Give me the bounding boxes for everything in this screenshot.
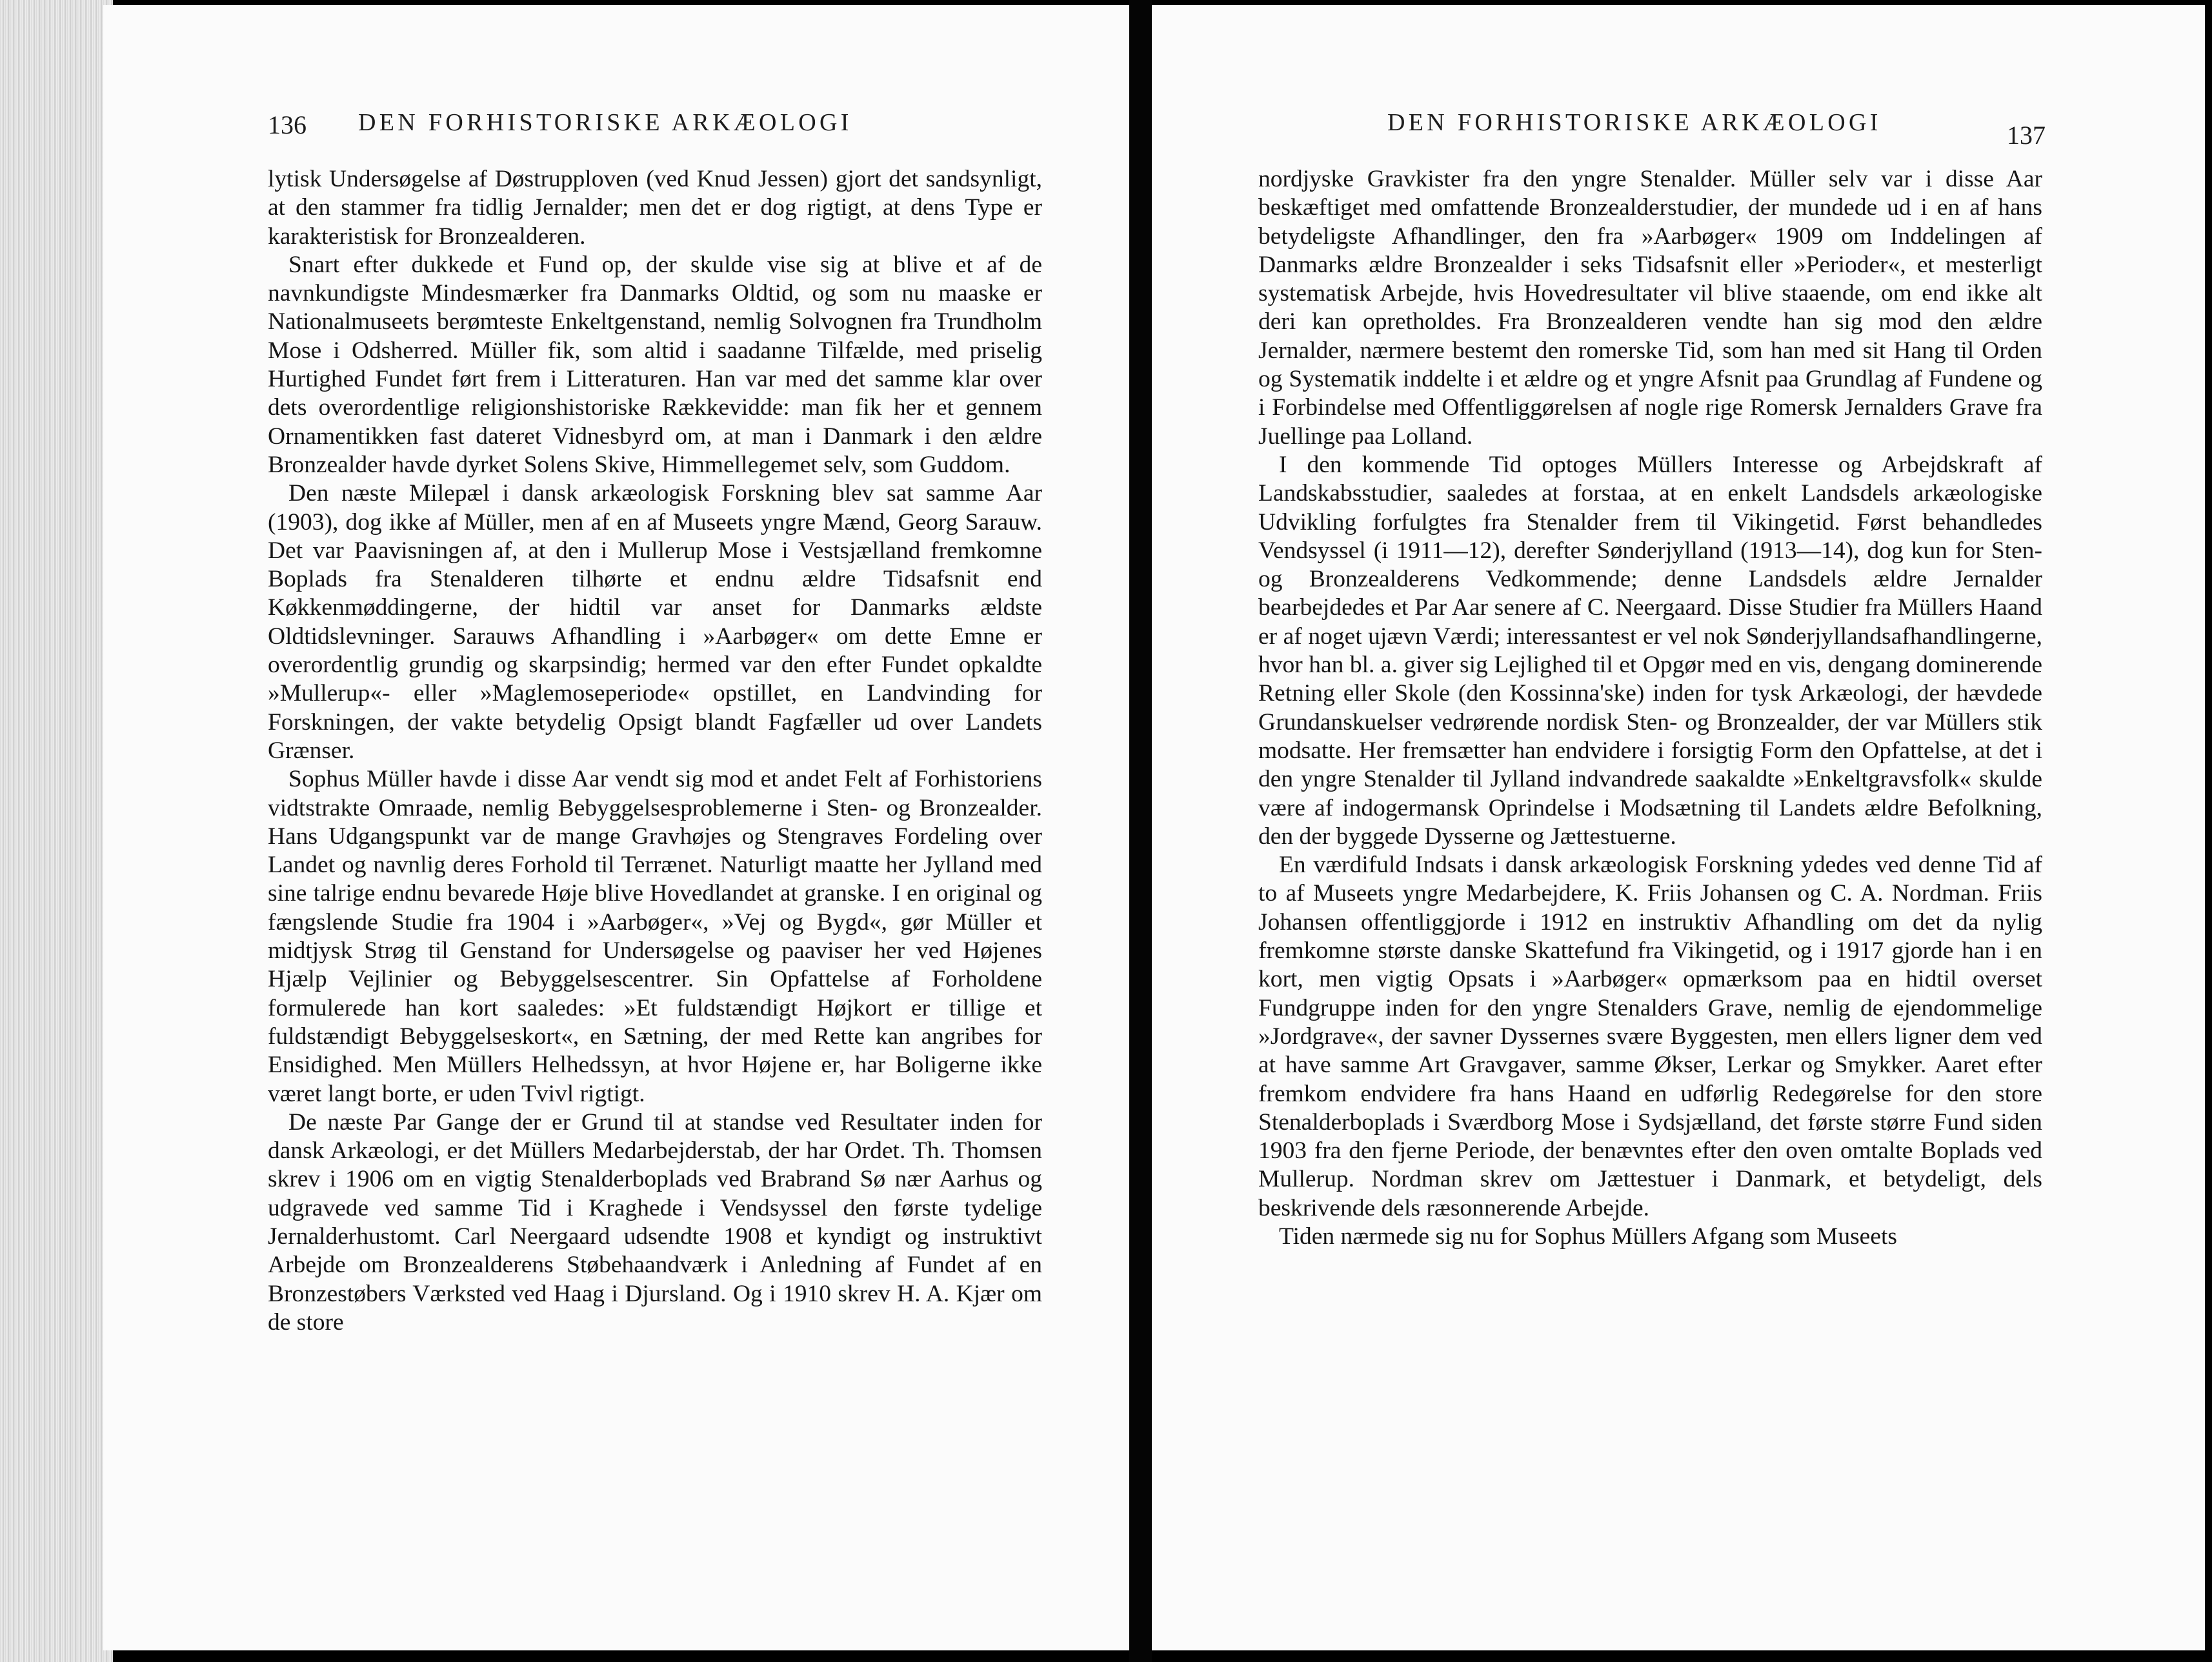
book-page-edges <box>0 0 113 1662</box>
page-number-left: 136 <box>268 110 307 139</box>
left-page <box>103 5 1129 1650</box>
paragraph: De næste Par Gange der er Grund til at standse ved Resultater inden for dansk Arkæologi, er det Müllers Medarbejderstab, der har Ordet. Th. Thomsen skrev i 1906 om en vigtig Stenalderboplads ved Brabrand Sø nær Aarhus og udgravede ved samme Tid i Kraghede i Vendsyssel den første tydelige Jernalderhustomt. Carl Neergaard udsendte 1908 et kyndigt og instruktivt Arbejde om Bronzealderens Støbehaandværk i Anledning af Fundet af en Bronzestøbers Værksted ved Haag i Djursland. Og i 1910 skrev H. A. Kjær om de store <box>268 1108 1042 1336</box>
running-head-right: DEN FORHISTORISKE ARKÆOLOGI <box>1387 109 1882 136</box>
paragraph: nordjyske Gravkister fra den yngre Stenalder. Müller selv var i disse Aar beskæftiget med omfattende Bronzealderstudier, der mundede ud i en af hans betydeligste Afhandlinger, den fra »Aarbøger« 1909 om Inddelingen af Danmarks ældre Bronzealder i seks Tidsafsnit eller »Perioder«, et mesterligt systematisk Arbejde, hvis Hovedresultater vil blive staaende, om end ikke alt deri kan opretholdes. Fra Bronzealderen vendte han sig mod den ældre Jernalder, nærmere bestemt den romerske Tid, som han med sit Hang til Orden og Systematik inddelte i et ældre og et yngre Afsnit paa Grundlag af Fundene og i Forbindelse med Offentliggørelsen af nogle rige Romersk Jernalders Grave fra Juellinge paa Lolland. <box>1258 166 2042 450</box>
right-text-block <box>1258 165 2042 1251</box>
paragraph: Sophus Müller havde i disse Aar vendt sig mod et andet Felt af Forhistoriens vidtstrakte Omraade, nemlig Bebyggelsesproblemerne i Sten- og Bronzealder. Hans Udgangspunkt var de mange Gravhøjes og Stengraves Fordeling over Landet og navnlig deres Forhold til Terrænet. Naturligt maatte her Jylland med sine talrige endnu bevarede Høje blive Hovedlandet at granske. I en original og fængslende Studie fra 1904 i »Aarbøger«, »Vej og Bygd«, gør Müller et midtjysk Strøg til Genstand for Undersøgelse og paaviser her ved Højenes Hjælp Vejlinier og Bebyggelsescentrer. Sin Opfattelse af Forholdene formulerede han kort saaledes: »Et fuldstændigt Højkort er tillige et fuldstændigt Bebyggelseskort«, en Sætning, der med Rette kan angribes for Ensidighed. Men Müllers Helhedssyn, at hvor Højene er, har Boligerne ikke været langt borte, er uden Tvivl rigtigt. <box>268 766 1042 1107</box>
page-number-right: 137 <box>2007 121 2046 150</box>
paragraph: I den kommende Tid optoges Müllers Interesse og Arbejdskraft af Landskabsstudier, saaledes at forstaa, at en enkelt Landsdels arkæologiske Udvikling forfulgtes fra Stenalder frem til Vikingetid. Først behandledes Vendsyssel (i 1911—12), derefter Sønderjylland (1913—14), dog kun for Sten- og Bronzealderens Vedkommende; denne Landsdels ældre Jernalder bearbejdedes et Par Aar senere af C. Neergaard. Disse Studier fra Müllers Haand er af noget ujævn Værdi; interessantest er vel nok Sønderjyllandsafhandlingerne, hvor han bl. a. giver sig Lejlighed til et Opgør med en vis, dengang dominerende Retning eller Skole (den Kossinna'ske) inden for tysk Arkæologi, der hævdede Grundanskuelser vedrørende nordisk Sten- og Bronzealder, der var Müllers stik modsatte. Her fremsætter han endvidere i forsigtig Form den Opfattelse, at det i den yngre Stenalder til Jylland indvandrede saakaldte »Enkeltgravsfolk« skulde være af indogermansk Oprindelse i Modsætning til Landets ældre Befolkning, den der byggede Dysserne og Jættestuerne. <box>1258 451 2042 850</box>
left-text-block <box>268 165 1042 1337</box>
paragraph: lytisk Undersøgelse af Døstrupploven (ved Knud Jessen) gjort det sandsynligt, at den stammer fra tidlig Jernalder; men det er dog rigtigt, at dens Type er karakteristisk for Bronzealderen. <box>268 166 1042 250</box>
paragraph: Den næste Milepæl i dansk arkæologisk Forskning blev sat samme Aar (1903), dog ikke af Müller, men af en af Museets yngre Mænd, Georg Sarauw. Det var Paavisningen af, at den i Mullerup Mose i Vestsjælland fremkomne Boplads fra Stenalderen tilhørte et endnu ældre Tidsafsnit end Køkkenmøddingerne, der hidtil var anset for Danmarks ældste Oldtidslevninger. Sarauws Afhandling i »Aarbøger« om dette Emne er overordentlig grundig og skarpsindig; hermed var den efter Fundet opkaldte »Mullerup«- eller »Maglemoseperiode« opstillet, en Landvinding for Forskningen, der vakte betydelig Opsigt blandt Fagfæller ud over Landets Grænser. <box>268 480 1042 764</box>
paragraph: Tiden nærmede sig nu for Sophus Müllers Afgang som Museets <box>1279 1223 1897 1250</box>
paragraph: En værdifuld Indsats i dansk arkæologisk Forskning ydedes ved denne Tid af to af Museets yngre Medarbejdere, K. Friis Johansen og C. A. Nordman. Friis Johansen offentliggjorde i 1912 en instruktiv Afhandling om det da nylig fremkomne største danske Skattefund fra Vikingetid, og i 1917 gjorde han i en kort, men vigtig Opsats i »Aarbøger« opmærksom paa en hidtil overset Fundgruppe inden for den yngre Stenalders Grave, nemlig de ejendommelige »Jordgrave«, der savner Dyssernes svære Byggesten, men ellers ligner dem ved at have samme Art Gravgaver, samme Økser, Lerkar og Smykker. Aaret efter fremkom endvidere fra hans Haand en udførlig Redegørelse for den store Stenalderboplads i Sværdborg Mose i Sydsjælland, det første større Fund siden 1903 fra den fjerne Periode, der benævntes efter den oven omtalte Boplads ved Mullerup. Nordman skrev om Jættestuer i Danmark, et betydeligt, dels beskrivende dels ræsonnerende Arbejde. <box>1258 852 2042 1221</box>
running-head-left: DEN FORHISTORISKE ARKÆOLOGI <box>358 109 852 136</box>
right-page <box>1152 5 2205 1650</box>
book-spine <box>1129 0 1152 1662</box>
paragraph: Snart efter dukkede et Fund op, der skulde vise sig at blive et af de navnkundigste Mindesmærker fra Danmarks Oldtid, og som nu maaske er Nationalmuseets berømteste Enkeltgenstand, nemlig Solvognen fra Trundholm Mose i Odsherred. Müller fik, som altid i saadanne Tilfælde, med priselig Hurtighed Fundet ført frem i Litteraturen. Han var med det samme klar over dets overordentlige religionshistoriske Rækkevidde: man fik her et gennem Ornamentikken fast dateret Vidnesbyrd om, at man i Danmark i den ældre Bronzealder havde dyrket Solens Skive, Himmellegemet selv, som Guddom. <box>268 251 1042 478</box>
